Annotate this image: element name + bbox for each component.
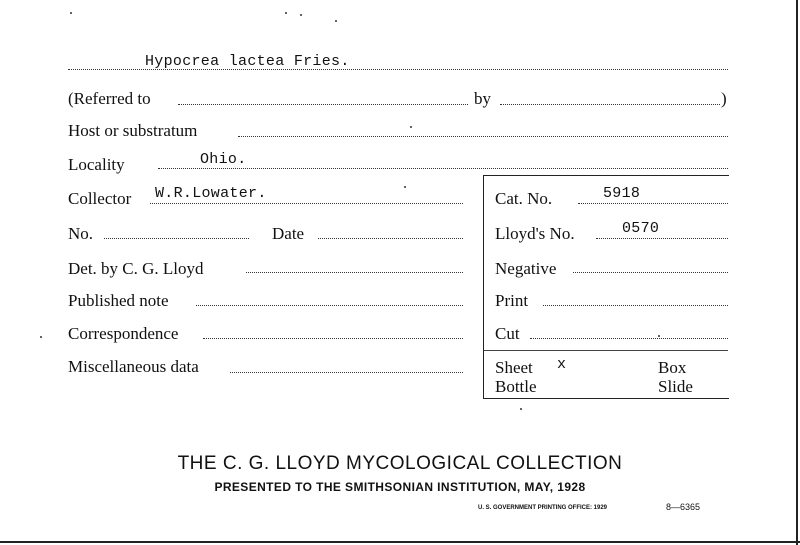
referred-label: (Referred to bbox=[68, 89, 151, 108]
by-line bbox=[500, 104, 720, 105]
cat-no-value: 5918 bbox=[603, 185, 641, 202]
speck bbox=[520, 408, 522, 410]
cat-no-line bbox=[578, 203, 728, 204]
collector-label: Collector bbox=[68, 189, 132, 208]
negative-label: Negative bbox=[495, 259, 557, 278]
date-line bbox=[318, 238, 463, 239]
det-label: Det. by C. G. Lloyd bbox=[68, 259, 204, 278]
lloyds-no-label: Lloyd's No. bbox=[495, 224, 575, 243]
speck bbox=[40, 336, 42, 338]
locality-label: Locality bbox=[68, 155, 125, 174]
correspondence-label: Correspondence bbox=[68, 324, 179, 343]
species-line bbox=[68, 69, 728, 70]
no-label: No. bbox=[68, 224, 94, 243]
no-line bbox=[104, 238, 249, 239]
box-divider bbox=[484, 350, 728, 351]
bottle-label: Bottle bbox=[495, 377, 537, 396]
box-label: Box bbox=[658, 358, 687, 377]
sheet-mark: x bbox=[557, 356, 567, 373]
misc-label: Miscellaneous data bbox=[68, 357, 199, 376]
locality-value: Ohio. bbox=[200, 151, 247, 168]
date-label: Date bbox=[272, 224, 305, 243]
negative-line bbox=[573, 272, 728, 273]
locality-line bbox=[158, 168, 728, 169]
misc-line bbox=[230, 372, 463, 373]
card-bottom-edge bbox=[0, 541, 800, 543]
collector-line bbox=[150, 203, 463, 204]
speck bbox=[335, 20, 337, 22]
speck bbox=[404, 186, 406, 188]
slide-label: Slide bbox=[658, 377, 693, 396]
close-paren: ) bbox=[721, 89, 727, 108]
collector-value: W.R.Lowater. bbox=[155, 185, 267, 202]
speck bbox=[410, 126, 412, 128]
published-line bbox=[196, 305, 463, 306]
collection-subtitle: PRESENTED TO THE SMITHSONIAN INSTITUTION, MAY, 1928 bbox=[214, 480, 586, 494]
lloyds-no-value: 0570 bbox=[622, 220, 660, 237]
correspondence-line bbox=[203, 338, 463, 339]
collection-title: THE C. G. LLOYD MYCOLOGICAL COLLECTION bbox=[177, 453, 623, 474]
species-name: Hypocrea lactea Fries. bbox=[145, 53, 350, 70]
form-number: 8—6365 bbox=[666, 502, 701, 512]
lloyds-no-line bbox=[596, 238, 728, 239]
print-line bbox=[543, 305, 728, 306]
speck bbox=[285, 12, 287, 14]
cut-line bbox=[530, 338, 728, 339]
speck bbox=[70, 12, 72, 14]
print-label: Print bbox=[495, 291, 529, 310]
referred-line bbox=[178, 104, 468, 105]
cat-no-label: Cat. No. bbox=[495, 189, 553, 208]
by-label: by bbox=[474, 89, 491, 108]
printing-office: U. S. GOVERNMENT PRINTING OFFICE: 1929 bbox=[478, 505, 608, 511]
sheet-label: Sheet bbox=[495, 358, 533, 377]
host-line bbox=[238, 136, 728, 137]
det-line bbox=[246, 272, 463, 273]
published-label: Published note bbox=[68, 291, 169, 310]
speck bbox=[300, 14, 302, 16]
cut-label: Cut bbox=[495, 324, 520, 343]
host-label: Host or substratum bbox=[68, 121, 198, 140]
